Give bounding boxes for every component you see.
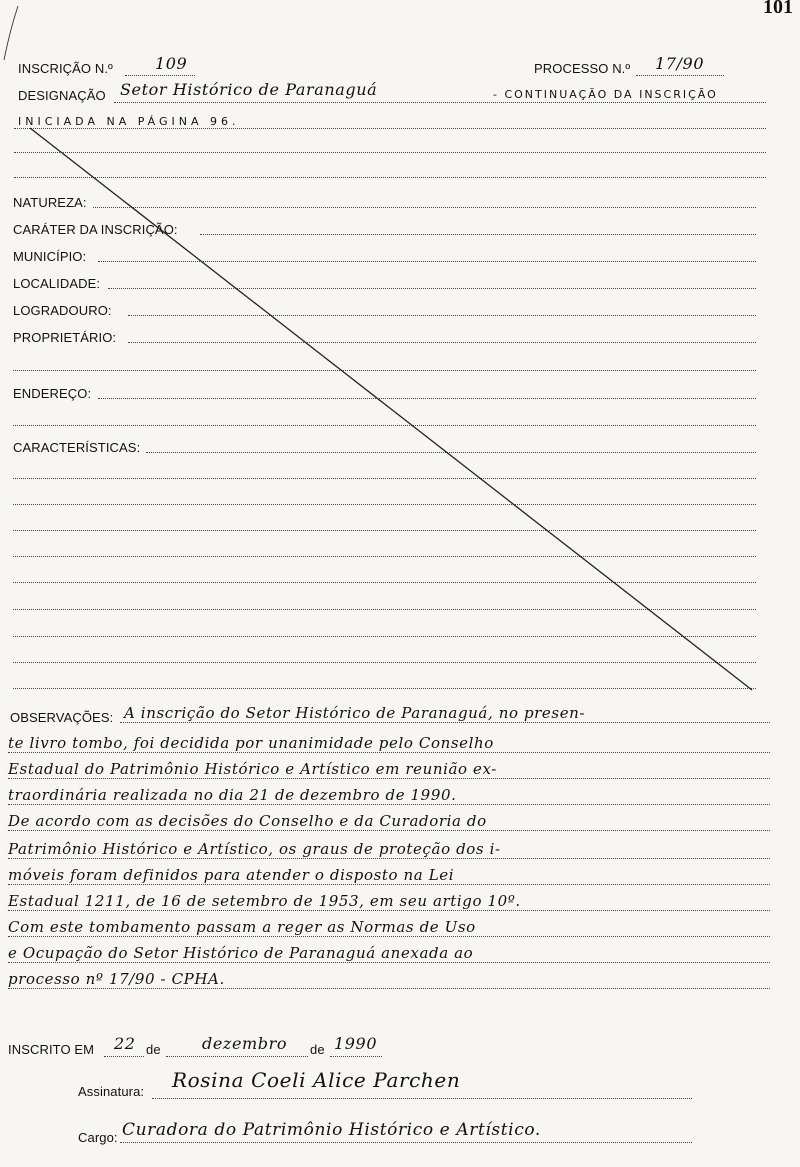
natureza-label: NATUREZA: — [13, 195, 87, 210]
inscricao-label: INSCRIÇÃO N.º — [18, 61, 113, 76]
processo-value: 17/90 — [655, 54, 705, 73]
carater-label: CARÁTER DA INSCRIÇÃO: — [13, 222, 178, 237]
observacao-rule — [8, 884, 770, 885]
observacao-line: processo nº 17/90 - CPHA. — [8, 970, 225, 988]
assinatura-line — [152, 1098, 692, 1099]
observacao-rule — [8, 752, 770, 753]
observacao-rule — [8, 804, 770, 805]
observacao-line: traordinária realizada no dia 21 de dezembro de 1990. — [8, 786, 457, 804]
observacao-rule — [8, 936, 770, 937]
assinatura-label: Assinatura: — [78, 1084, 145, 1099]
inscrito-de2: de — [310, 1042, 325, 1057]
municipio-label: MUNICÍPIO: — [13, 249, 87, 264]
caracteristicas-label: CARACTERÍSTICAS: — [13, 440, 141, 455]
inscrito-month-line — [166, 1056, 308, 1057]
inscrito-day: 22 — [114, 1034, 136, 1053]
observacao-rule — [8, 778, 770, 779]
designacao-label: DESIGNAÇÃO — [18, 88, 106, 103]
inscrito-year-line — [330, 1056, 382, 1057]
logradouro-label: LOGRADOURO: — [13, 303, 112, 318]
observacao-rule — [8, 988, 770, 989]
page-number: 101 — [763, 0, 793, 18]
inscrito-label: INSCRITO EM — [8, 1042, 95, 1057]
observacao-line: Estadual do Patrimônio Histórico e Artístico em reunião ex- — [8, 760, 497, 778]
inscrito-month: dezembro — [202, 1034, 288, 1053]
observacao-line: De acordo com as decisões do Conselho e da Curadoria do — [8, 812, 487, 830]
inscrito-de1: de — [146, 1042, 161, 1057]
observacao-rule — [8, 858, 770, 859]
cargo-value: Curadora do Patrimônio Histórico e Artístico. — [122, 1120, 541, 1140]
proprietario-label: PROPRIETÁRIO: — [13, 330, 117, 345]
observacao-line: Estadual 1211, de 16 de setembro de 1953, em seu artigo 10º. — [8, 892, 521, 910]
cargo-label: Cargo: — [78, 1130, 118, 1145]
cargo-line — [120, 1142, 692, 1143]
observacao-rule — [120, 722, 770, 723]
observacao-line: Patrimônio Histórico e Artístico, os graus de proteção dos i- — [8, 840, 501, 858]
endereco-label: ENDEREÇO: — [13, 386, 92, 401]
observacoes-label: OBSERVAÇÕES: — [10, 710, 114, 725]
designacao-line2: INICIADA NA PÁGINA 96. — [18, 115, 240, 128]
inscrito-day-line — [104, 1056, 144, 1057]
observacao-rule — [8, 962, 770, 963]
observacao-line: móveis foram definidos para atender o disposto na Lei — [8, 866, 455, 884]
observacao-line: te livro tombo, foi decidida por unanimidade pelo Conselho — [8, 734, 494, 752]
observacao-line: A inscrição do Setor Histórico de Paranaguá, no presen- — [124, 704, 586, 722]
assinatura-signature: Rosina Coeli Alice Parchen — [172, 1068, 461, 1092]
localidade-label: LOCALIDADE: — [13, 276, 101, 291]
observacao-line: Com este tombamento passam a reger as Normas de Uso — [8, 918, 476, 936]
observacao-rule — [8, 910, 770, 911]
processo-label: PROCESSO N.º — [534, 61, 631, 76]
observacao-rule — [8, 830, 770, 831]
designacao-line1: Setor Histórico de Paranaguá — [120, 80, 378, 99]
inscricao-value: 109 — [155, 54, 188, 73]
designacao-line1-caps: - CONTINUAÇÃO DA INSCRIÇÃO — [493, 88, 718, 101]
inscrito-year: 1990 — [334, 1034, 378, 1053]
observacao-line: e Ocupação do Setor Histórico de Paranaguá anexada ao — [8, 944, 474, 962]
